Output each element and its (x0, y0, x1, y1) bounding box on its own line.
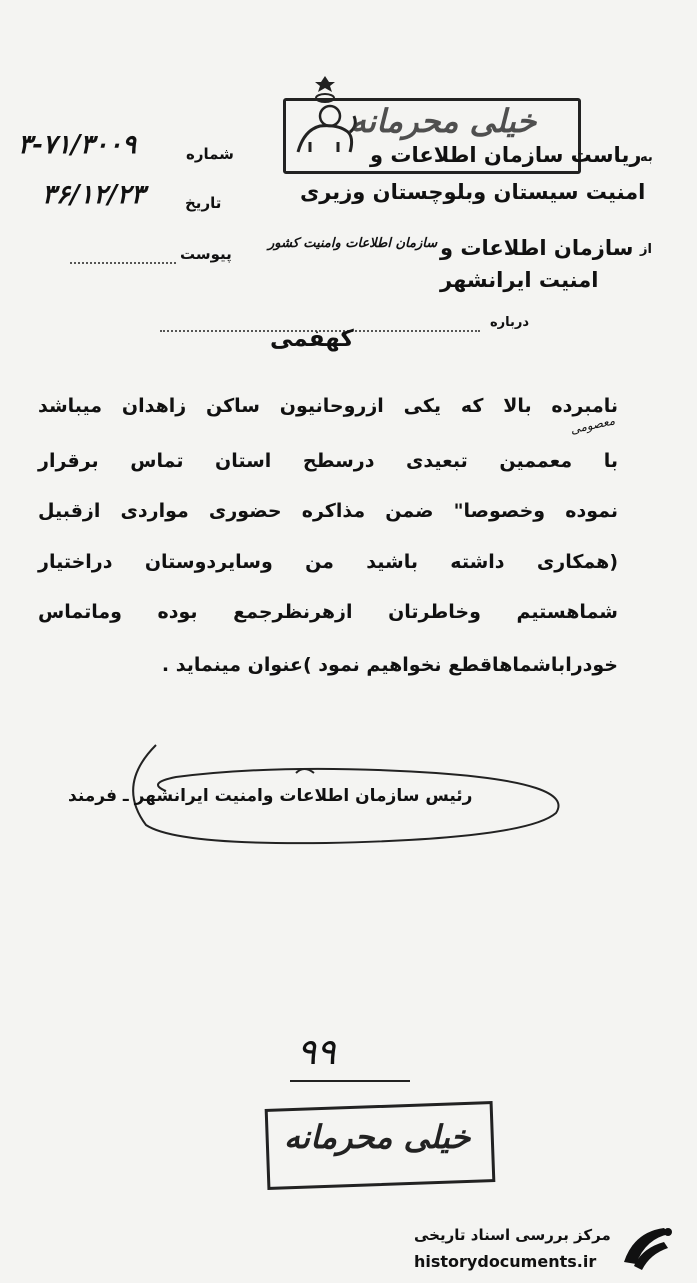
body-line-4: (همکاری داشته باشید من وسایردوستان دراختیار (38, 551, 618, 573)
sender-line-2: امنیت ایرانشهر (440, 268, 599, 292)
body-line-5: شماهستیم وخاطرتان ازهرنظرجمع بوده وماتماس (38, 601, 618, 623)
number-value: ۳-۷۱/۳۰۰۹ (18, 130, 137, 160)
body-line-2: با معممین تبعیدی درسطح استان تماس برقرار (38, 450, 618, 472)
sender-handwritten-note: سازمان اطلاعات وامنیت کشور (268, 236, 438, 251)
recipient-line-2: امنیت سیستان وبلوچستان وزیری (300, 180, 646, 204)
archive-logo-icon (620, 1222, 676, 1270)
signatory-line: رئیس سازمان اطلاعات وامنیت ایرانشهر ـ فرمند (68, 786, 473, 806)
attachment-label: پیوست (180, 245, 232, 263)
subject-label: درباره (490, 315, 530, 330)
body-line-6: خودراباشماهاقطع نخواهیم نمود )عنوان مینماید . (161, 654, 618, 676)
body-line-1: نامبرده بالا که یکی ازروحانیون ساکن زاهدان میباشد (38, 395, 618, 417)
attachment-dotted-line (70, 262, 176, 264)
watermark-url: historydocuments.ir (414, 1252, 597, 1271)
date-label: تاریخ (185, 194, 222, 212)
sender-prefix: از (640, 242, 652, 257)
sender-line-1: سازمان اطلاعات و (440, 236, 634, 260)
bottom-stamp-text: خیلی محرمانه (284, 1118, 471, 1156)
body-handwritten-note: معصومی (569, 413, 617, 437)
page-number-underline (290, 1080, 410, 1082)
page-number: ۹۹ (297, 1032, 336, 1073)
top-stamp-text: خیلی محرمانه (350, 102, 537, 140)
recipient-line-1: ریاست سازمان اطلاعات و (370, 143, 642, 167)
subject-value: کهفمی (270, 326, 354, 352)
number-label: شماره (186, 145, 234, 163)
recipient-prefix: به (640, 150, 653, 165)
date-value: ۳۶/۱۲/۲۳ (42, 180, 145, 210)
body-line-3: نموده وخصوصا" ضمن مذاکره حضوری مواردی ازقبیل (38, 500, 618, 522)
watermark-title: مرکز بررسی اسناد تاریخی (414, 1226, 611, 1244)
